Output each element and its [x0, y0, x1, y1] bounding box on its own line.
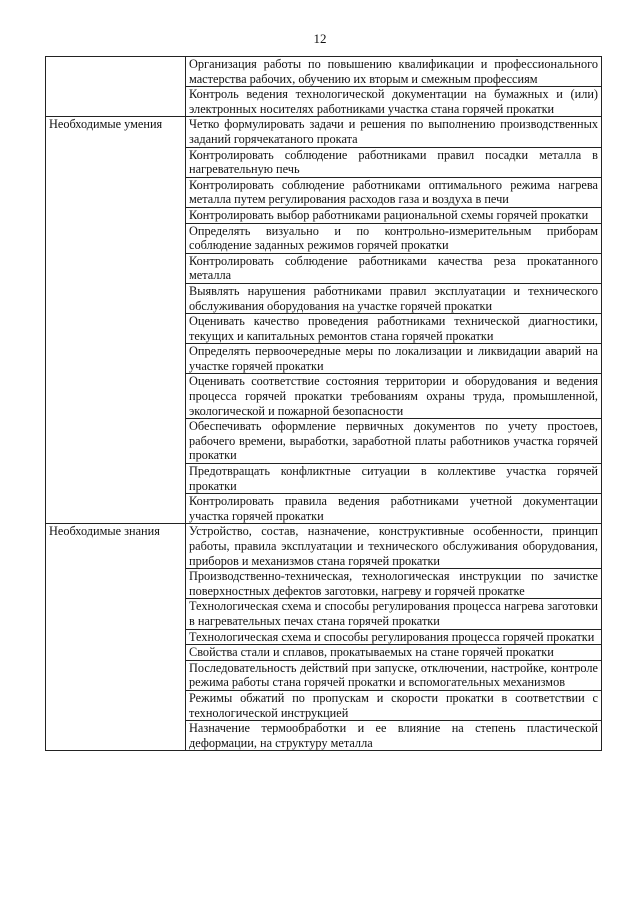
requirement-item: Организация работы по повышению квалификации и профессионального мастерства рабочих, обучению их вторым и смежным профессиям	[186, 57, 602, 87]
requirement-item: Обеспечивать оформление первичных документов по учету простоев, рабочего времени, выработки, заработной платы работников участка горячей прокатки	[186, 419, 602, 464]
requirement-item: Режимы обжатий по пропускам и скорости прокатки в соответствии с технологической инструкцией	[186, 690, 602, 720]
requirement-item: Технологическая схема и способы регулирования процесса нагрева заготовки в нагревательных печах стана горячей прокатки	[186, 599, 602, 629]
requirement-item: Контролировать соблюдение работниками правил посадки металла в нагревательную печь	[186, 147, 602, 177]
requirement-item: Оценивать качество проведения работниками технической диагностики, текущих и капитальных ремонтов стана горячей прокатки	[186, 314, 602, 344]
section-label: Необходимые знания	[46, 524, 186, 751]
section-label: Необходимые умения	[46, 117, 186, 524]
requirement-item: Оценивать соответствие состояния территории и оборудования и ведения процесса горячей прокатки требованиям охраны труда, промышленной, экологической и пожарной безопасности	[186, 374, 602, 419]
table-row	[46, 524, 602, 569]
requirement-item: Контролировать правила ведения работниками учетной документации участка горячей прокатки	[186, 494, 602, 524]
requirement-item: Определять визуально и по контрольно-измерительным приборам соблюдение заданных режимов горячей прокатки	[186, 223, 602, 253]
requirement-item: Свойства стали и сплавов, прокатываемых на стане горячей прокатки	[186, 645, 602, 661]
requirement-item: Последовательность действий при запуске, отключении, настройке, контроле режима работы стана горячей прокатки и вспомогательных механизмов	[186, 660, 602, 690]
requirement-item: Контролировать соблюдение работниками оптимального режима нагрева металла путем регулирования расходов газа и воздуха в печи	[186, 177, 602, 207]
requirement-item: Выявлять нарушения работниками правил эксплуатации и технического обслуживания оборудования на участке горячей прокатки	[186, 283, 602, 313]
requirement-item: Контроль ведения технологической документации на бумажных и (или) электронных носителях работниками участка стана горячей прокатки	[186, 87, 602, 117]
requirement-item: Производственно-техническая, технологическая инструкции по зачистке поверхностных дефектов заготовки, нагреву и горячей прокатке	[186, 569, 602, 599]
requirement-item: Четко формулировать задачи и решения по выполнению производственных заданий горячекатаного проката	[186, 117, 602, 147]
requirement-item: Назначение термообработки и ее влияние на степень пластической деформации, на структуру металла	[186, 721, 602, 751]
requirement-item: Предотвращать конфликтные ситуации в коллективе участка горячей прокатки	[186, 464, 602, 494]
requirement-item: Технологическая схема и способы регулирования процесса горячей прокатки	[186, 629, 602, 645]
competency-table	[45, 56, 602, 751]
requirement-item: Устройство, состав, назначение, конструктивные особенности, принцип работы, правила эксплуатации и технического обслуживания оборудования, приборов и механизмов стана горячей прокатки	[186, 524, 602, 569]
table-row	[46, 57, 602, 87]
section-label-empty	[46, 57, 186, 117]
requirement-item: Контролировать соблюдение работниками качества реза прокатанного металла	[186, 253, 602, 283]
table-row	[46, 117, 602, 147]
requirement-item: Определять первоочередные меры по локализации и ликвидации аварий на участке горячей прокатки	[186, 344, 602, 374]
requirement-item: Контролировать выбор работниками рациональной схемы горячей прокатки	[186, 207, 602, 223]
page-number: 12	[313, 31, 327, 46]
